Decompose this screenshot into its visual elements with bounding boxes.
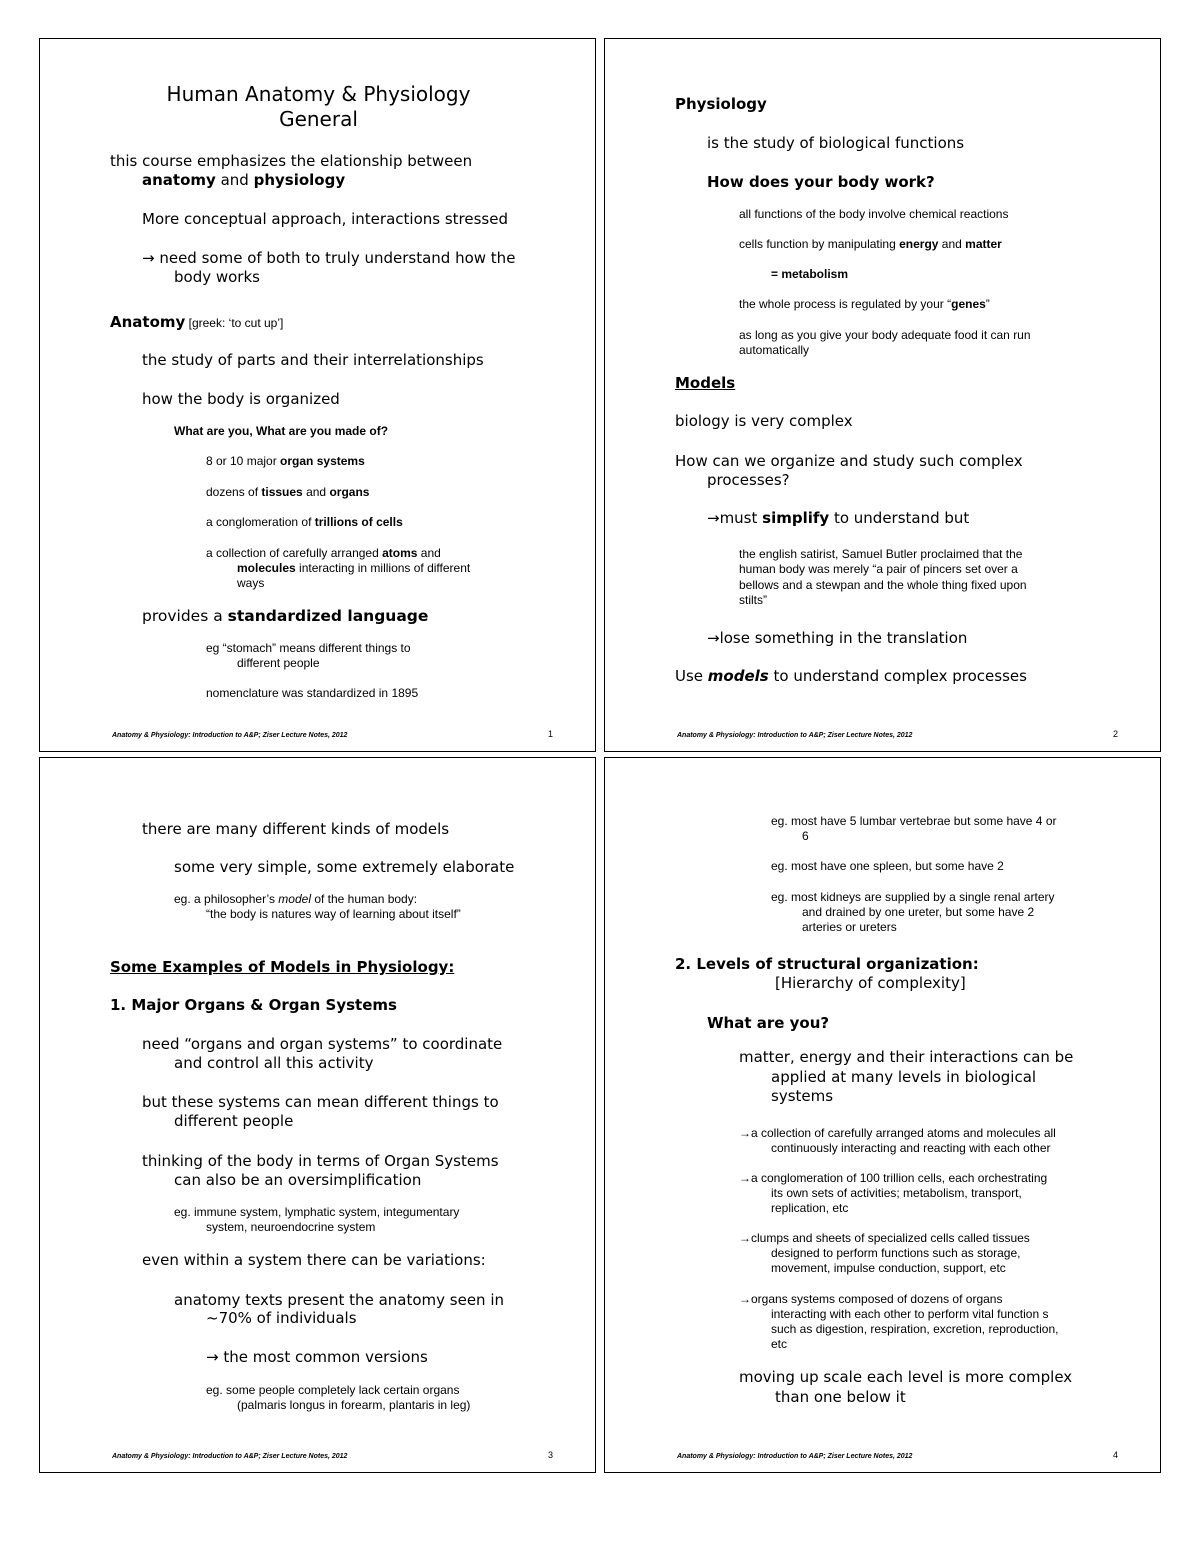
bullet: →clumps and sheets of specialized cells called tissues xyxy=(739,1231,1030,1245)
text-line: → need some of both to truly understand how the xyxy=(142,249,516,267)
bullet-cont: automatically xyxy=(739,343,810,357)
question: What are you, What are you made of? xyxy=(174,424,389,438)
bullet: the whole process is regulated by your “genes” xyxy=(739,297,990,311)
text-line: matter, energy and their interactions can be xyxy=(739,1048,1074,1066)
text-line: body works xyxy=(174,268,260,286)
bullet-cont: (palmaris longus in forearm, plantaris in leg) xyxy=(237,1398,471,1412)
bullet-cont: stilts” xyxy=(739,593,767,607)
text-line: can also be an oversimplification xyxy=(174,1171,422,1189)
bullet: →a conglomeration of 100 trillion cells, each orchestrating xyxy=(739,1171,1048,1185)
bullet-cont: continuously interacting and reacting with each other xyxy=(771,1141,1051,1155)
bullet: eg. immune system, lymphatic system, integumentary xyxy=(174,1205,460,1219)
slide-3 xyxy=(39,757,596,1473)
bullet: cells function by manipulating energy and matter xyxy=(739,237,1002,251)
text-line: some very simple, some extremely elaborate xyxy=(174,858,515,876)
bullet-cont: 6 xyxy=(802,829,809,843)
bullet: eg. most kidneys are supplied by a single renal artery xyxy=(771,890,1055,904)
bullet: nomenclature was standardized in 1895 xyxy=(206,686,419,700)
bullet-cont: “the body is natures way of learning about itself” xyxy=(206,907,461,921)
text-line: and control all this activity xyxy=(174,1054,374,1072)
question: What are you? xyxy=(707,1014,830,1032)
bullet-cont: system, neuroendocrine system xyxy=(206,1220,376,1234)
slide-footer: Anatomy & Physiology: Introduction to A&P; Ziser Lecture Notes, 2012 xyxy=(112,1453,348,1460)
bullet-cont: such as digestion, respiration, excretion, reproduction, xyxy=(771,1322,1059,1336)
text-line: need “organs and organ systems” to coordinate xyxy=(142,1035,503,1053)
text-line: [Hierarchy of complexity] xyxy=(775,974,966,992)
page-number: 3 xyxy=(547,1450,553,1460)
bullet-cont: different people xyxy=(237,656,320,670)
text-line: More conceptual approach, interactions stressed xyxy=(142,210,508,228)
text-line: ~70% of individuals xyxy=(206,1309,357,1327)
bullet-cont: designed to perform functions such as storage, xyxy=(771,1246,1021,1260)
slide-subtitle: General xyxy=(279,107,358,131)
text-line: is the study of biological functions xyxy=(707,134,965,152)
bullet: 8 or 10 major organ systems xyxy=(206,454,365,468)
page-number: 2 xyxy=(1112,729,1118,739)
section-heading: Some Examples of Models in Physiology: xyxy=(110,958,455,976)
bullet: →a collection of carefully arranged atoms and molecules all xyxy=(739,1126,1056,1140)
bullet-cont: movement, impulse conduction, support, etc xyxy=(771,1261,1006,1275)
bullet-cont: etc xyxy=(771,1337,788,1351)
bullet-cont: and drained by one ureter, but some have 2 xyxy=(802,905,1035,919)
text-line: this course emphasizes the elationship between xyxy=(110,152,473,170)
slide-1 xyxy=(39,38,596,752)
bullet: a conglomeration of trillions of cells xyxy=(206,515,403,529)
bullet-cont: interacting with each other to perform vital function s xyxy=(771,1307,1049,1321)
bullet-cont: its own sets of activities; metabolism, transport, xyxy=(771,1186,1022,1200)
page-number: 1 xyxy=(547,729,553,739)
bullet: the english satirist, Samuel Butler proclaimed that the xyxy=(739,547,1023,561)
text-line: anatomy texts present the anatomy seen in xyxy=(174,1291,504,1309)
bullet: eg. most have 5 lumbar vertebrae but some have 4 or xyxy=(771,814,1057,828)
text-line: how the body is organized xyxy=(142,390,340,408)
text-line: →must simplify to understand but xyxy=(707,509,970,527)
question: How does your body work? xyxy=(707,173,935,191)
page-number: 4 xyxy=(1112,1450,1118,1460)
bullet: eg. a philosopher’s model of the human body: xyxy=(174,892,418,906)
text-line: but these systems can mean different things to xyxy=(142,1093,499,1111)
text-line: moving up scale each level is more complex xyxy=(739,1368,1073,1386)
bullet: as long as you give your body adequate food it can run xyxy=(739,328,1031,342)
text-line: applied at many levels in biological xyxy=(771,1068,1037,1086)
bullet-cont: molecules interacting in millions of different xyxy=(237,561,471,575)
slide-footer: Anatomy & Physiology: Introduction to A&P; Ziser Lecture Notes, 2012 xyxy=(112,732,348,739)
text-line: →lose something in the translation xyxy=(707,629,968,647)
bullet: eg. some people completely lack certain organs xyxy=(206,1383,460,1397)
bullet-cont: arteries or ureters xyxy=(802,920,897,934)
text-line: processes? xyxy=(707,471,790,489)
slide-title: Human Anatomy & Physiology xyxy=(166,82,471,106)
numbered-heading: 2. Levels of structural organization: xyxy=(675,955,979,973)
bullet: →organs systems composed of dozens of organs xyxy=(739,1292,1003,1306)
section-heading: Models xyxy=(675,374,736,392)
text-line: even within a system there can be variations: xyxy=(142,1251,486,1269)
slide-footer: Anatomy & Physiology: Introduction to A&P; Ziser Lecture Notes, 2012 xyxy=(677,732,913,739)
bullet-cont: ways xyxy=(237,576,265,590)
text-line: thinking of the body in terms of Organ Systems xyxy=(142,1152,499,1170)
text-line: → the most common versions xyxy=(206,1348,428,1366)
text-line: different people xyxy=(174,1112,294,1130)
bullet: eg. most have one spleen, but some have 2 xyxy=(771,859,1004,873)
slide-footer: Anatomy & Physiology: Introduction to A&P; Ziser Lecture Notes, 2012 xyxy=(677,1453,913,1460)
text-line: How can we organize and study such complex xyxy=(675,452,1023,470)
slide-4 xyxy=(604,757,1161,1473)
text-line: than one below it xyxy=(775,1388,906,1406)
bullet: = metabolism xyxy=(771,267,849,281)
bullet: eg “stomach” means different things to xyxy=(206,641,411,655)
bullet-cont: replication, etc xyxy=(771,1201,849,1215)
numbered-heading: 1. Major Organs & Organ Systems xyxy=(110,996,397,1014)
text-line: Use models to understand complex processes xyxy=(675,667,1027,685)
text-line: biology is very complex xyxy=(675,412,853,430)
text-line: provides a standardized language xyxy=(142,607,429,625)
text-line: there are many different kinds of models xyxy=(142,820,450,838)
bullet-cont: human body was merely “a pair of pincers set over a xyxy=(739,562,1018,576)
text-line: the study of parts and their interrelationships xyxy=(142,351,484,369)
text-line: anatomy and physiology xyxy=(142,171,346,189)
bullet: dozens of tissues and organs xyxy=(206,485,370,499)
section-heading: Anatomy [greek: ‘to cut up’] xyxy=(110,313,284,331)
text-line: systems xyxy=(771,1087,834,1105)
slide-2 xyxy=(604,38,1161,752)
bullet: all functions of the body involve chemical reactions xyxy=(739,207,1009,221)
section-heading: Physiology xyxy=(675,95,767,113)
bullet: a collection of carefully arranged atoms and xyxy=(206,546,441,560)
bullet-cont: bellows and a stewpan and the whole thing fixed upon xyxy=(739,578,1027,592)
